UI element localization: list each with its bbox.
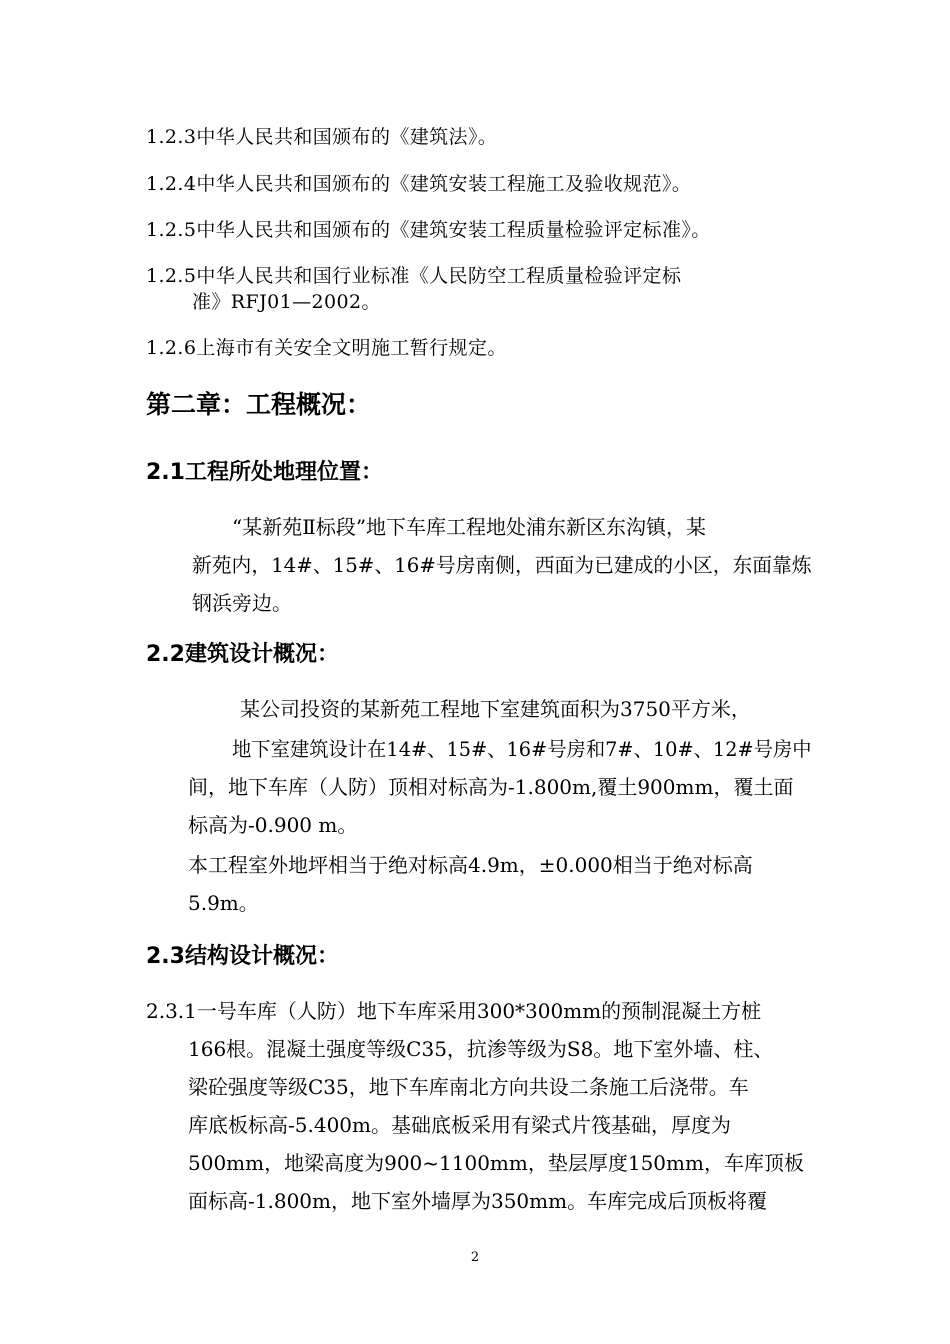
chapter-title: 第二章：工程概况： <box>146 390 372 419</box>
section-2-1-line-2: 新苑内，14#、15#、16#号房南侧，西面为已建成的小区，东面靠炼 <box>192 553 812 577</box>
section-2-2-line-6: 5.9m。 <box>188 891 259 915</box>
section-2-2-line-3: 间，地下车库（人防）顶相对标高为-1.800m,覆土900mm，覆土面 <box>188 775 794 799</box>
section-2-1-line-1: “某新苑Ⅱ标段”地下车库工程地处浦东新区东沟镇，某 <box>232 515 707 539</box>
section-2-2-line-1: 某公司投资的某新苑工程地下室建筑面积为3750平方米， <box>240 697 751 721</box>
reference-item-1-2-6: 1.2.6上海市有关安全文明施工暂行规定。 <box>146 337 507 359</box>
section-heading-2-2: 2.2建筑设计概况： <box>146 642 339 667</box>
section-2-3-line-2: 166根。混凝土强度等级C35，抗渗等级为S8。地下室外墙、柱、 <box>188 1037 774 1061</box>
section-2-2-line-5: 本工程室外地坪相当于绝对标高4.9m，±0.000相当于绝对标高 <box>188 853 753 877</box>
section-2-3-line-3: 梁砼强度等级C35，地下车库南北方向共设二条施工后浇带。车 <box>188 1075 749 1099</box>
section-heading-2-3: 2.3结构设计概况： <box>146 944 339 969</box>
reference-item-1-2-5a: 1.2.5中华人民共和国颁布的《建筑安装工程质量检验评定标准》。 <box>146 219 711 241</box>
reference-item-1-2-5b: 1.2.5中华人民共和国行业标准《人民防空工程质量检验评定标 <box>146 265 682 287</box>
section-2-1-line-3: 钢浜旁边。 <box>192 591 292 615</box>
section-2-2-line-2: 地下室建筑设计在14#、15#、16#号房和7#、10#、12#号房中 <box>232 737 812 761</box>
section-2-3-line-5: 500mm，地梁高度为900~1100mm，垫层厚度150mm，车库顶板 <box>188 1151 804 1175</box>
section-2-3-line-6: 面标高-1.800m，地下室外墙厚为350mm。车库完成后顶板将覆 <box>188 1189 768 1213</box>
reference-item-1-2-3: 1.2.3中华人民共和国颁布的《建筑法》。 <box>146 126 498 148</box>
page-number: 2 <box>470 1250 480 1265</box>
section-2-3-line-4: 库底板标高-5.400m。基础底板采用有梁式片筏基础，厚度为 <box>188 1113 731 1137</box>
section-2-3-line-1: 2.3.1一号车库（人防）地下车库采用300*300mm的预制混凝土方桩 <box>146 999 762 1023</box>
reference-item-1-2-5b-cont: 准》RFJ01—2002。 <box>192 291 381 313</box>
section-2-2-line-4: 标高为-0.900 m。 <box>188 813 358 837</box>
section-heading-2-1: 2.1工程所处地理位置： <box>146 460 383 485</box>
reference-item-1-2-4: 1.2.4中华人民共和国颁布的《建筑安装工程施工及验收规范》。 <box>146 173 692 195</box>
